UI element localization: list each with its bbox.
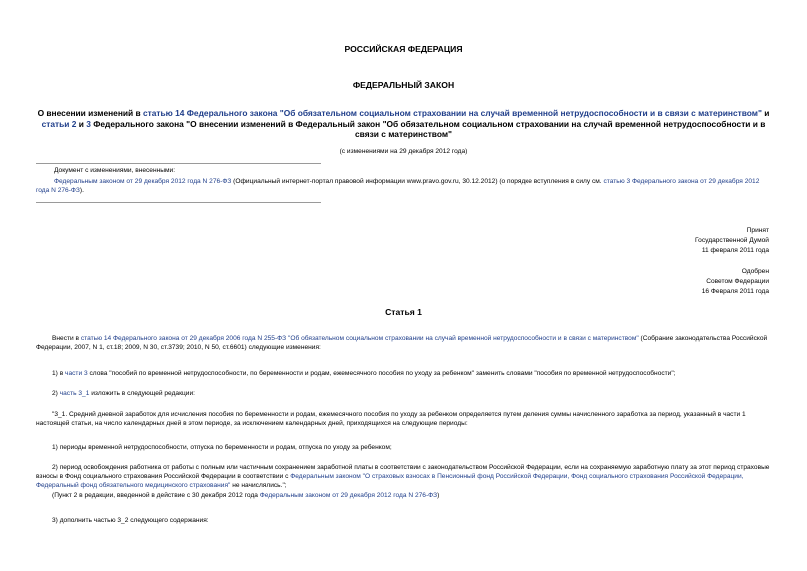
law-title: [36, 108, 771, 140]
doc-type-heading: ФЕДЕРАЛЬНЫЙ ЗАКОН: [352, 80, 455, 90]
approved-line: Одобрен: [741, 268, 769, 275]
revision-note: (с изменениями на 29 декабря 2012 года): [339, 148, 468, 155]
para-text: изложить в следующей редакции:: [89, 390, 195, 397]
title-text: и: [761, 108, 770, 118]
para-text: не начислялись.";: [230, 482, 287, 489]
adopted-line: Принят: [746, 227, 769, 234]
adopted-block: [695, 226, 769, 255]
article-paragraph: [36, 334, 771, 352]
para-text: (Собрание законодательства Российской Федерации, 2007, N 1, ст.18; 2009, N 30, ст.3739; 2010, N 50, ст.6601) следующие изменения:: [36, 335, 768, 351]
para-text: ): [437, 492, 440, 499]
link-part3[interactable]: части 3: [65, 370, 88, 377]
link-part3-1[interactable]: часть 3_1: [59, 390, 90, 397]
article-paragraph: [36, 463, 771, 490]
para-text: 1) в: [52, 370, 66, 377]
adopted-line: 11 февраля 2011 года: [701, 247, 769, 254]
amend-link-art3[interactable]: статью 3 Федерального закона от 29 декабря 2012 года N 276-ФЗ: [36, 178, 760, 194]
title-link-art2[interactable]: статьи 2: [41, 118, 77, 129]
link-276fz[interactable]: Федеральным законом от 29 декабря 2012 года N 276-ФЗ: [259, 492, 438, 499]
link-art14-255fz[interactable]: статью 14 Федерального закона от 29 декабря 2006 года N 255-ФЗ "Об обязательном социальном страховании на случай временной нетрудоспособности и в связи с материнством": [80, 335, 639, 342]
para-text: Внести в: [52, 335, 81, 342]
amend-text: ).: [79, 187, 84, 194]
amend-body: [36, 177, 772, 195]
para-text: 2): [52, 390, 60, 397]
article-paragraph: [36, 369, 771, 378]
article-paragraph: "3_1. Средний дневной заработок для исчисления пособия по беременности и родам, ежемесячного пособия по уходу за ребенком определяется путем деления суммы начисленного заработка за период, указанный в части 1 настоящей статьи, на число календарных дней в этом периоде, за исключением календарных дней, приходящихся на следующие периоды:: [36, 411, 746, 427]
para-text: (Пункт 2 в редакции, введенной в действие с 30 декабря 2012 года: [52, 492, 260, 499]
title-text: Федерального закона "О внесении изменений в Федеральный закон "Об обязательном социальном страховании на случай временной нетрудоспособности и в связи с материнством": [90, 118, 766, 139]
para-text: 2) период освобождения работника от работы с полным или частичным сохранением заработной платы в соответствии с законодательством Российской Федерации, если на сохраняемую заработную плату за этот период страховые взносы в Фонд социального страхования Российской Федерации в соответствии с: [36, 464, 770, 480]
title-link-art3[interactable]: 3: [86, 118, 91, 129]
title-link-art14[interactable]: статью 14 Федерального закона "Об обязательном социальном страховании на случай временной нетрудоспособности и в связи с материнством": [143, 108, 762, 118]
edit-note: [36, 491, 771, 500]
divider-top: [36, 163, 321, 164]
approved-block: [702, 267, 769, 296]
para-text: слова "пособий по временной нетрудоспособности, по беременности и родам, ежемесячного пособия по уходу за ребенком" заменить словами "пособия по временной нетрудоспособности";: [87, 370, 676, 377]
title-text: и: [76, 118, 87, 129]
country-heading: РОССИЙСКАЯ ФЕДЕРАЦИЯ: [344, 44, 463, 54]
adopted-line: Государственной Думой: [695, 237, 769, 244]
article-paragraph: [36, 389, 771, 398]
amend-intro: Документ с изменениями, внесенными:: [54, 167, 176, 174]
article-paragraph: 3) дополнить частью 3_2 следующего содержания:: [52, 517, 209, 524]
link-insurance-law[interactable]: Федеральным законом "О страховых взносах в Пенсионный фонд Российской Федерации, Фонд социального страхования Российской Федерации, Федеральный фонд обязательного медицинского страхования": [36, 473, 744, 489]
article-heading: Статья 1: [385, 307, 422, 317]
approved-line: Советом Федерации: [706, 278, 769, 285]
approved-line: 16 Февраля 2011 года: [701, 288, 769, 295]
amend-text: (Официальный интернет-портал правовой информации www.pravo.gov.ru, 30.12.2012) (о порядке вступления в силу см.: [231, 178, 604, 185]
amend-link-276fz[interactable]: Федеральным законом от 29 декабря 2012 года N 276-ФЗ: [54, 178, 232, 185]
title-text: О внесении изменений в: [37, 108, 143, 118]
divider-bottom: [36, 202, 321, 203]
article-paragraph: 1) периоды временной нетрудоспособности, отпуска по беременности и родам, отпуска по уходу за ребенком;: [52, 444, 392, 451]
